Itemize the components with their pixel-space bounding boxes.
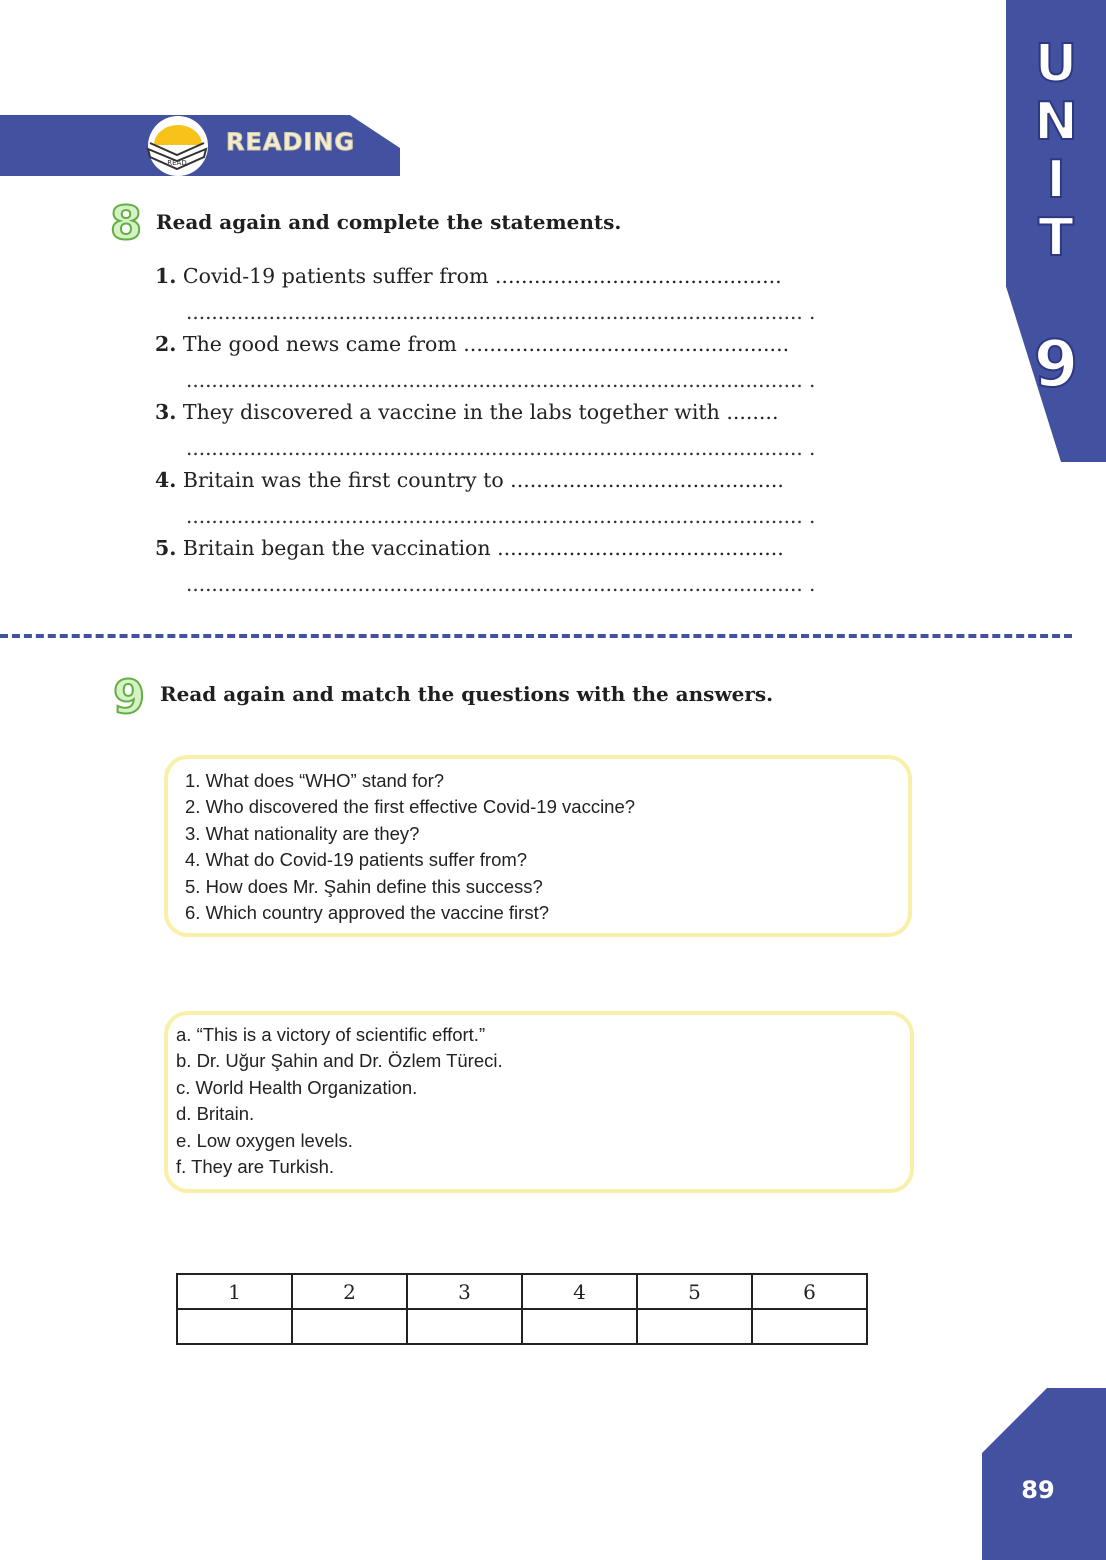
matching-table — [176, 1273, 868, 1345]
answer-line-2[interactable]: ................................................................................................. . — [186, 368, 816, 392]
answer-cell[interactable] — [522, 1309, 637, 1344]
table-header: 6 — [752, 1274, 867, 1309]
table-header-row — [177, 1274, 867, 1309]
answer-a: a. “This is a victory of scientific effort.” — [176, 1024, 486, 1045]
section-divider — [0, 634, 1072, 638]
question-4: 4. What do Covid-19 patients suffer from? — [185, 849, 528, 871]
table-header: 2 — [292, 1274, 407, 1309]
statement-4: 4. Britain was the first country to .......................................... — [155, 468, 784, 492]
answer-cell[interactable] — [407, 1309, 522, 1344]
page-number: 89 — [1021, 1476, 1055, 1504]
question-2: 2. Who discovered the first effective Covid-19 vaccine? — [185, 796, 636, 818]
question-3: 3. What nationality are they? — [185, 822, 420, 844]
table-header: 5 — [637, 1274, 752, 1309]
answer-cell[interactable] — [637, 1309, 752, 1344]
statement-3: 3. They discovered a vaccine in the labs together with ........ — [155, 400, 779, 424]
answer-e: e. Low oxygen levels. — [176, 1129, 353, 1151]
answer-cell[interactable] — [292, 1309, 407, 1344]
page-number-tab — [982, 1388, 1106, 1560]
statement-1: 1. Covid-19 patients suffer from ............................................ — [155, 264, 782, 288]
statement-5: 5. Britain began the vaccination ............................................ — [155, 536, 784, 560]
question-5: 5. How does Mr. Şahin define this success? — [185, 875, 543, 897]
table-header: 4 — [522, 1274, 637, 1309]
reading-label: READING — [226, 128, 356, 156]
question-1: 1. What does “WHO” stand for? — [185, 770, 445, 791]
answer-line-3[interactable]: ................................................................................................. . — [186, 436, 816, 460]
table-answer-row — [177, 1309, 867, 1344]
answer-line-5[interactable]: ................................................................................................. . — [186, 572, 816, 596]
unit-letter-u: U — [1034, 34, 1078, 94]
answers-box — [164, 1011, 914, 1193]
answer-cell[interactable] — [177, 1309, 292, 1344]
exercise-number-9: 9 — [113, 670, 146, 724]
answer-c: c. World Health Organization. — [176, 1076, 418, 1098]
question-6: 6. Which country approved the vaccine first? — [185, 902, 550, 924]
exercise9-title: Read again and match the questions with the answers. — [160, 682, 774, 706]
book-reader-icon — [142, 115, 212, 177]
unit-number: 9 — [1033, 328, 1079, 402]
unit-letter-i: I — [1046, 150, 1066, 210]
statement-2: 2. The good news came from .................................................. — [155, 332, 790, 356]
table-header: 3 — [407, 1274, 522, 1309]
unit-letter-n: N — [1034, 92, 1078, 152]
questions-box — [164, 755, 912, 937]
book-label: READ — [167, 159, 187, 167]
answer-d: d. Britain. — [176, 1103, 255, 1125]
exercise-number-8: 8 — [110, 196, 143, 250]
answer-line-1[interactable]: ................................................................................................. . — [186, 300, 816, 324]
answer-cell[interactable] — [752, 1309, 867, 1344]
table-header: 1 — [177, 1274, 292, 1309]
answer-line-4[interactable]: ................................................................................................. . — [186, 504, 816, 528]
answer-f: f. They are Turkish. — [176, 1156, 334, 1178]
exercise8-title: Read again and complete the statements. — [156, 210, 622, 234]
unit-letter-t: T — [1038, 208, 1074, 268]
answer-b: b. Dr. Uğur Şahin and Dr. Özlem Türeci. — [176, 1050, 503, 1072]
